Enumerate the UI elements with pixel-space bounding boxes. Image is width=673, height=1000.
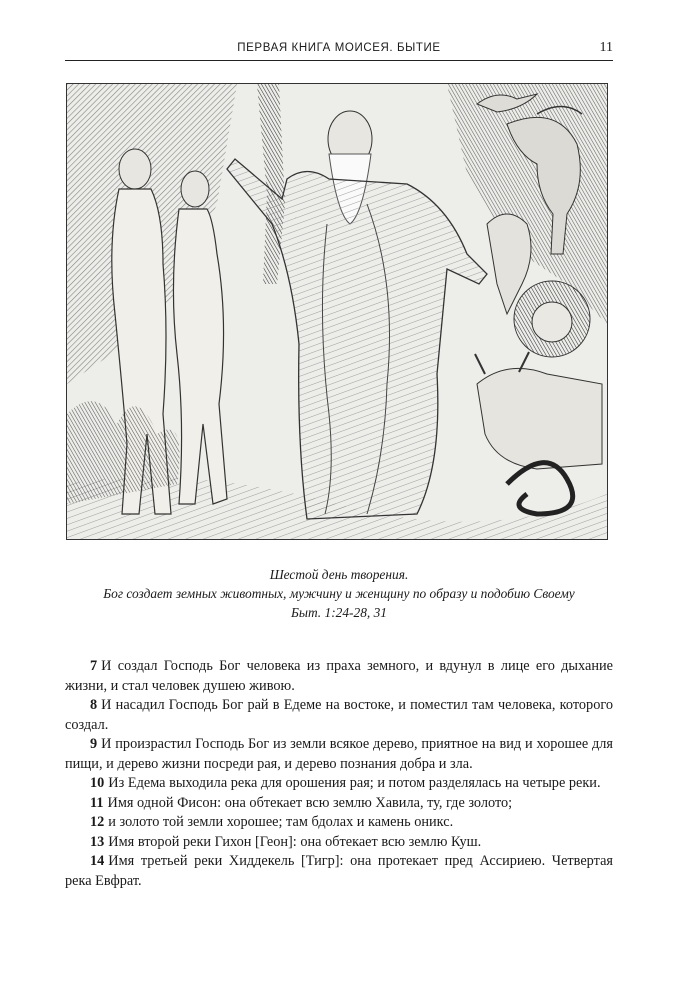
verse-number: 10 <box>90 775 105 791</box>
running-head <box>65 40 613 60</box>
verse-text: и золото той земли хорошее; там бдолах и камень оникс. <box>108 814 454 830</box>
verse-text: Из Едема выходила река для орошения рая; и потом разделялась на четыре реки. <box>108 775 601 791</box>
verse-text: Имя третьей реки Хиддекель [Тигр]: она протекает пред Ассириею. Четвертая река Евфрат. <box>65 853 613 889</box>
header-rule <box>65 60 613 61</box>
verse <box>65 735 613 774</box>
verse-text: Имя второй реки Гихон [Геон]: она обтекает всю землю Куш. <box>108 833 482 850</box>
verse-number: 14 <box>90 853 105 869</box>
verse-text: И создал Господь Бог человека из праха земного, и вдунул в лице его дыхание жизни, и стал человек душею живою. <box>65 658 613 694</box>
verse-number: 8 <box>90 697 98 713</box>
caption-title: Шестой день творения. <box>269 567 409 582</box>
verse-number: 7 <box>90 658 98 674</box>
verse <box>65 833 613 853</box>
engraving-illustration <box>66 83 608 540</box>
verse <box>65 852 613 891</box>
running-title: ПЕРВАЯ КНИГА МОИСЕЯ. БЫТИЕ <box>237 42 441 54</box>
illustration-caption <box>65 565 613 622</box>
caption-description: Бог создает земных животных, мужчину и женщину по образу и подобию Своему <box>103 586 575 601</box>
verse-text: И насадил Господь Бог рай в Едеме на востоке, и поместил там человека, которого создал. <box>65 697 613 733</box>
page-number: 11 <box>599 40 613 55</box>
caption-reference: Быт. 1:24-28, 31 <box>291 605 387 620</box>
verse-number: 9 <box>90 736 98 752</box>
verse-text: И произрастил Господь Бог из земли всякое дерево, приятное на вид и хорошее для пищи, и дерево жизни посреди рая, и дерево познания добра и зла. <box>65 736 613 772</box>
verse <box>65 696 613 735</box>
lion <box>514 281 590 357</box>
verse <box>65 657 613 696</box>
verse-text: Имя одной Фисон: она обтекает всю землю Хавила, ту, где золото; <box>107 794 513 811</box>
verse-number: 12 <box>90 814 105 830</box>
verse-block <box>65 657 613 891</box>
verse-number: 11 <box>90 794 104 811</box>
verse <box>65 813 613 833</box>
verse <box>65 794 613 814</box>
verse-number: 13 <box>90 833 105 850</box>
verse <box>65 774 613 794</box>
